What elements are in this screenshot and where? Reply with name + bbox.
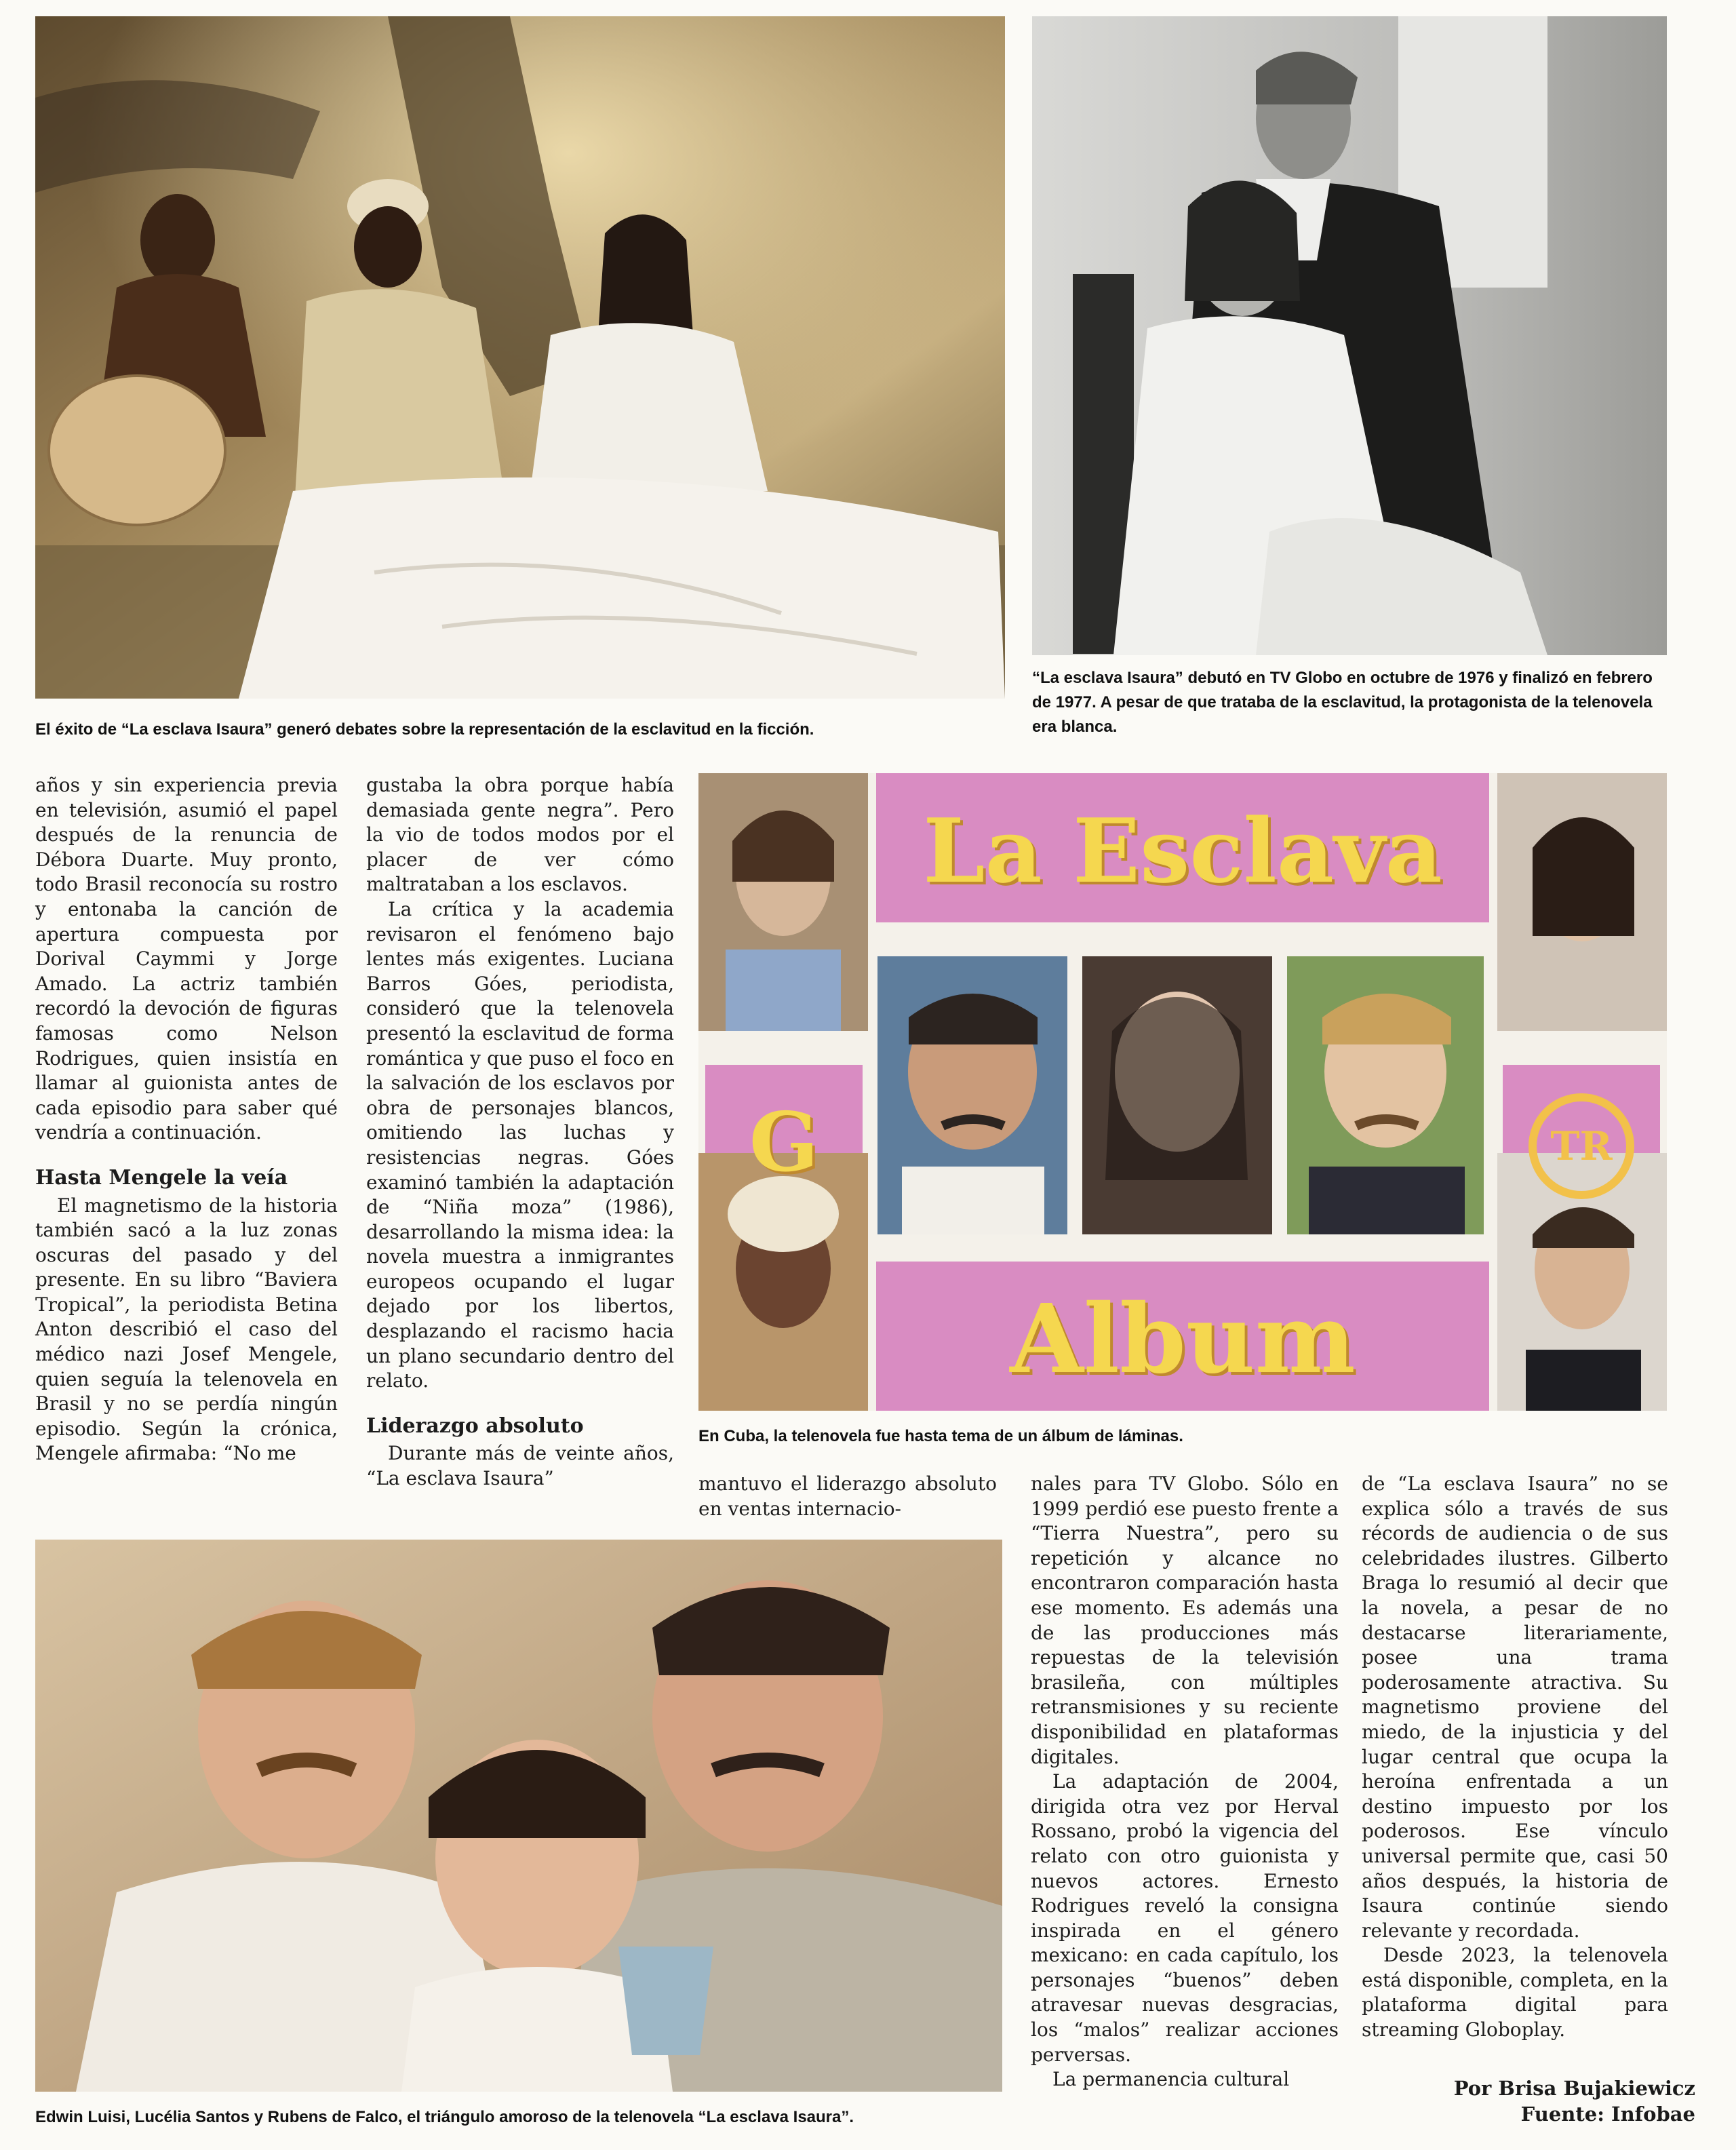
paragraph: Durante más de veinte años, “La esclava Isaura” (366, 1442, 674, 1490)
album-badge-g: G (749, 1095, 819, 1190)
paragraph: años y sin experiencia previa en televisión, asumió el papel después de la renuncia de Débora Duarte. Muy pronto, todo Brasil reconocía su rostro y entonaba la canción de apertura compuesta por Dorival Caymmi y Jorge Amado. La actriz también recordó la devoción de figuras famosas como Nelson Rodrigues, quien insistía en llamar al guionista antes de cada episodio para saber qué vendría a continuación. (35, 774, 338, 1144)
byline-author: Por Brisa Bujakiewicz (1453, 2077, 1695, 2100)
paragraph: de “La esclava Isaura” no se explica sólo a través de sus récords de audiencia o de sus celebridades ilustres. Gilberto Braga lo resumió al decir que la novela, a pesar de no destacarse literariamente, posee una trama poderosamente atractiva. Su magnetismo proviene del miedo, de la injusticia y del lugar central que ocupa la heroína enfrentada a un destino impuesto por los poderosos. Ese vínculo universal permite que, casi 50 años después, la historia de Isaura continúe siendo relevante y recordada. (1362, 1472, 1668, 1942)
paragraph: nales para TV Globo. Sólo en 1999 perdió ese puesto frente a “Tierra Nuestra”, pero su repetición y alcance no encontraron comparación hasta ese momento. Es además una de las producciones más repuestas de la televisión brasileña, con múltiples retransmisiones y su reciente disponibilidad en plataformas digitales. (1031, 1472, 1339, 1768)
paragraph: gustaba la obra porque había demasiada gente negra”. Pero la vio de todos modos por el placer de ver cómo maltrataban a los esclavos. (366, 774, 674, 896)
caption-bottom: Edwin Luisi, Lucélia Santos y Rubens de Falco, el triángulo amoroso de la telenovela “La esclava Isaura”. (35, 2108, 854, 2126)
album-title-top: La Esclava (923, 799, 1442, 903)
byline-source: Fuente: Infobae (1520, 2103, 1695, 2126)
article-column-4 (1031, 1472, 1339, 2092)
album-badge-tr: TR (1550, 1123, 1613, 1169)
article-column-1 (35, 773, 338, 1466)
article-column-3 (698, 1472, 997, 1521)
subheading-liderazgo: Liderazgo absoluto (366, 1413, 584, 1438)
album-title-bottom: Album (1010, 1284, 1356, 1395)
caption-top-left: El éxito de “La esclava Isaura” generó debates sobre la representación de la esclavitud en la ficción. (35, 720, 814, 739)
article-column-5 (1362, 1472, 1668, 2043)
paragraph: La crítica y la academia revisaron el fenómeno bajo lentes más exigentes. Luciana Barros Góes, periodista, consideró que la telenovela presentó la esclavitud de forma romántica y que puso el foco en la salvación de los esclavos por obra de personajes blancos, omitiendo las luchas y resistencias negras. Góes examinó también la adaptación de “Niña moza” (1986), desarrollando la misma idea: la novela muestra a inmigrantes europeos ocupando el lugar dejado por los libertos, desplazando el racismo hacia un plano secundario dentro del relato. (366, 897, 674, 1392)
paragraph: La adaptación de 2004, dirigida otra vez por Herval Rossano, probó la vigencia del relato con otro guionista y nuevos actores. Ernesto Rodrigues reveló la consigna inspirada en el género mexicano: en cada capítulo, los personajes “buenos” deben atravesar nuevas desgracias, los “malos” realizar acciones perversas. (1031, 1770, 1339, 2066)
paragraph: La permanencia cultural (1052, 2068, 1290, 2091)
photo-isaura-1976-couple (1032, 16, 1667, 655)
paragraph: Desde 2023, la telenovela está disponible, completa, en la plataforma digital para streaming Globoplay. (1362, 1944, 1668, 2041)
photo-isaura-2004-cast (35, 16, 1005, 699)
photo-album-cover (698, 773, 1667, 1411)
paragraph: El magnetismo de la historia también sacó a la luz zonas oscuras del pasado y del presente. En su libro “Baviera Tropical”, la periodista Betina Anton describió el caso del médico nazi Josef Mengele, quien seguía la telenovela en Brasil y no se perdía ningún episodio. Según la crónica, Mengele afirmaba: “No me (35, 1194, 338, 1465)
byline (1454, 2075, 1695, 2127)
paragraph: mantuvo el liderazgo absoluto en ventas internacio- (698, 1472, 997, 1520)
subheading-mengele: Hasta Mengele la veía (35, 1165, 288, 1190)
photo-love-triangle (35, 1540, 1002, 2092)
caption-album: En Cuba, la telenovela fue hasta tema de un álbum de láminas. (698, 1427, 1183, 1445)
article-column-2 (366, 773, 674, 1491)
caption-top-right: “La esclava Isaura” debutó en TV Globo en octubre de 1976 y finalizó en febrero de 1977. A pesar de que trataba de la esclavitud, la protagonista de la telenovela era blanca. (1032, 669, 1653, 736)
